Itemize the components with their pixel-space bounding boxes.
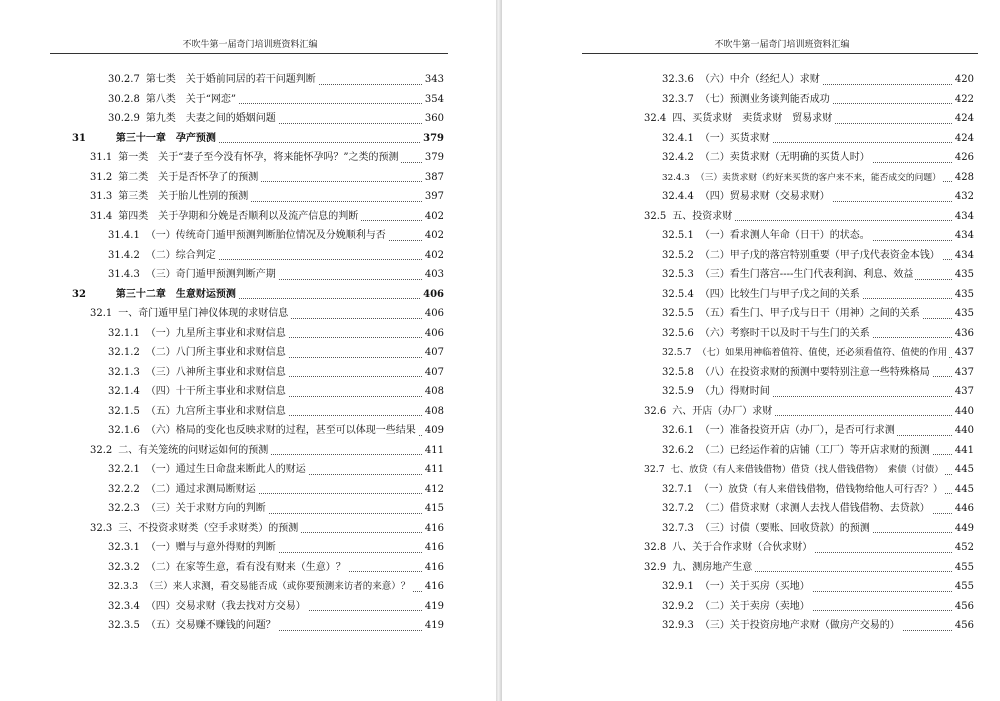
toc-entry-title: （四）贸易求财（交易求财）: [699, 191, 830, 202]
toc-page-number: 456: [953, 597, 974, 617]
toc-entry-number: 32.5.5: [662, 308, 694, 319]
toc-entry-lead: [662, 367, 932, 378]
toc-entry[interactable]: [72, 70, 444, 90]
toc-page-number: 432: [953, 187, 974, 207]
toc-page-number: 415: [423, 499, 444, 519]
toc-page-number: 435: [953, 285, 974, 305]
toc-entry-title: （三）卖货求财（约好来买货的客户来不来，能否成交的问题）: [695, 172, 941, 183]
toc-entry[interactable]: [626, 265, 974, 285]
toc-entry-lead: [108, 620, 278, 631]
toc-entry-lead: [644, 464, 945, 475]
toc-entry-number: 32.5.1: [662, 230, 694, 241]
toc-entry-lead: [108, 230, 388, 241]
toc-page-number: 441: [953, 441, 974, 461]
toc-entry-number: 32.5.7: [662, 347, 692, 358]
toc-entry-title: （三）八神所主事业和求财信息: [145, 366, 286, 378]
toc-entry-number: 32.9.1: [662, 581, 694, 592]
toc-entry-lead: [108, 74, 318, 85]
toc-entry[interactable]: [626, 421, 974, 441]
toc-entry-title: （一）传统奇门遁甲预测判断胎位情况及分娩顺利与否: [145, 230, 386, 241]
toc-entry[interactable]: [626, 90, 974, 110]
toc-entry[interactable]: [626, 441, 974, 461]
toc-entry-number: 32.5.2: [662, 249, 694, 261]
toc-page-number: 435: [953, 265, 974, 285]
toc-entry-lead: [108, 503, 268, 514]
toc-entry-number: 32.7.3: [662, 522, 694, 534]
toc-entry-title: （二）在家等生意，看有没有财来（生意）？: [145, 561, 346, 573]
toc-page-number: 455: [953, 558, 974, 578]
toc-page-number: 407: [423, 343, 444, 363]
toc-entry-lead: [662, 269, 915, 280]
toc-entry[interactable]: [72, 519, 444, 539]
toc-entry-title: 八、关于合作求财（合伙求财）: [672, 542, 813, 553]
toc-page-number: 422: [953, 90, 974, 110]
toc-page-number: 426: [953, 148, 974, 168]
toc-page-number: 416: [423, 538, 444, 558]
toc-entry[interactable]: [626, 577, 974, 597]
toc-entry-number: 32.4.2: [662, 152, 694, 163]
toc-entry-title: 五、投资求财: [672, 210, 733, 222]
toc-entry-lead: [662, 133, 772, 144]
toc-page-number: 456: [953, 616, 974, 636]
toc-entry[interactable]: [626, 187, 974, 207]
toc-entry-title: （五）九宫所主事业和求财信息: [145, 405, 286, 417]
toc-entry-lead: [662, 386, 772, 397]
toc-page-number: 434: [953, 226, 974, 246]
toc-entry-lead: [662, 230, 872, 241]
toc-page-number: 402: [423, 226, 444, 246]
toc-entry-title: （一）准备投资开店（办厂），是否可行求测: [699, 425, 895, 436]
toc-entry-number: 31.4.2: [108, 249, 140, 261]
toc-entry-title: 第一类 关于“妻子至今没有怀孕，将来能怀孕吗？”之类的预测: [118, 152, 399, 163]
toc-entry[interactable]: [626, 538, 974, 558]
toc-entry-title: 第四类 关于孕期和分娩是否顺利以及流产信息的判断: [118, 210, 359, 222]
toc-entry-title: 第三十二章 生意财运预测: [115, 288, 236, 300]
toc-page-number: 379: [421, 129, 444, 149]
toc-page-number: 407: [423, 363, 444, 383]
toc-entry-lead: [662, 152, 872, 163]
toc-page-number: 452: [953, 538, 974, 558]
toc-entry[interactable]: [626, 168, 974, 188]
toc-entry-number: 32.2.1: [108, 464, 140, 475]
toc-entry-title: 一、奇门遁甲星门神仪体现的求财信息: [118, 308, 289, 319]
toc-entry-title: （六）中介（经纪人）求财: [699, 74, 820, 85]
toc-entry-number: 30.2.8: [108, 93, 140, 105]
toc-page-number: 403: [423, 265, 444, 285]
header-rule: [50, 53, 448, 54]
toc-page-number: 406: [423, 324, 444, 344]
toc-entry[interactable]: [626, 597, 974, 617]
toc-entry-number: 32.3: [90, 522, 113, 534]
toc-entry-lead: [662, 523, 872, 534]
toc-entry-number: 32.4.3: [662, 172, 690, 183]
toc-page-number: 406: [423, 304, 444, 324]
toc-page-number: 419: [423, 616, 444, 636]
toc-entry-number: 32.5: [644, 210, 667, 222]
toc-entry-lead: [108, 94, 238, 105]
toc-entry-number: 31.1: [90, 152, 113, 163]
toc-entry[interactable]: [72, 343, 444, 363]
toc-entry[interactable]: [72, 90, 444, 110]
toc-entry-title: （三）关于求财方向的判断: [145, 503, 266, 514]
toc-entry-lead: [108, 386, 288, 397]
toc-entry-lead: [662, 289, 862, 300]
toc-entry-title: （九）得财时间: [699, 386, 770, 397]
toc-entry-title: 第八类 关于“网恋”: [145, 93, 237, 105]
toc-entry-lead: [644, 211, 734, 222]
toc-entry-lead: [662, 445, 932, 456]
toc-entry-title: （三）关于投资房地产求财（做房产交易的）: [699, 620, 900, 631]
toc-entry-title: 第三类 关于胎儿性别的预测: [118, 191, 249, 202]
toc-page-number: 445: [953, 460, 974, 480]
toc-page-number: 437: [953, 382, 974, 402]
toc-entry-title: （三）奇门遁甲预测判断产期: [145, 269, 276, 280]
toc-entry-number: 32.3.3: [108, 581, 139, 592]
toc-chapter-entry[interactable]: [72, 129, 444, 149]
toc-entry-number: 32.3.7: [662, 93, 694, 105]
toc-page-number: 434: [953, 246, 974, 266]
toc-entry-lead: [662, 308, 922, 319]
toc-page-number: 424: [953, 129, 974, 149]
toc-entry-lead: [108, 328, 288, 339]
toc-entry-lead: [90, 172, 260, 183]
toc-entry-number: 32.1.1: [108, 327, 140, 339]
toc-entry-title: 第七类 关于婚前同居的若干问题判断: [145, 74, 316, 85]
toc-entry-number: 32.1: [90, 308, 113, 319]
toc-page-number: 440: [953, 402, 974, 422]
toc-chapter-entry[interactable]: [72, 285, 444, 305]
toc-entry[interactable]: [72, 421, 444, 441]
toc-entry-title: （六）格局的变化也反映求财的过程，甚至可以体现一些结果: [145, 425, 416, 436]
toc-entry-lead: [108, 484, 258, 495]
toc-list: [72, 70, 444, 636]
toc-entry-number: 32.4: [644, 113, 667, 124]
toc-page-number: 397: [423, 187, 444, 207]
toc-entry-number: 32.6.1: [662, 425, 694, 436]
toc-entry[interactable]: [626, 519, 974, 539]
toc-entry[interactable]: [72, 148, 444, 168]
toc-entry[interactable]: [72, 538, 444, 558]
toc-page-number: 409: [423, 421, 444, 441]
toc-page-number: 437: [953, 363, 974, 383]
toc-entry-lead: [90, 523, 300, 534]
toc-page-number: 379: [423, 148, 444, 168]
toc-entry[interactable]: [72, 226, 444, 246]
toc-entry-number: 32.1.6: [108, 425, 140, 436]
toc-entry-lead: [662, 74, 822, 85]
toc-page-number: 435: [953, 304, 974, 324]
toc-entry-lead: [108, 581, 412, 592]
toc-entry-lead: [90, 445, 270, 456]
toc-entry-number: 32.4.1: [662, 132, 694, 144]
toc-entry-lead: [662, 484, 945, 495]
toc-entry-number: 31.3: [90, 191, 113, 202]
toc-entry[interactable]: [72, 402, 444, 422]
toc-entry-number: 32.5.6: [662, 327, 694, 339]
toc-entry[interactable]: [72, 480, 444, 500]
toc-entry-title: （七）如果用神临着值符、值使，还必须看值符、值使的作用: [697, 347, 948, 358]
toc-entry-lead: [108, 113, 278, 124]
toc-entry-title: （一）看求测人年命（日干）的状态。: [699, 230, 870, 241]
toc-entry-title: （一）放贷（有人来借钱借物，借钱物给他人可行否？）: [699, 483, 943, 495]
toc-page-number: 420: [953, 70, 974, 90]
toc-entry[interactable]: [626, 246, 974, 266]
toc-entry[interactable]: [72, 441, 444, 461]
toc-entry-title: （二）甲子戊的落宫特别重要（甲子戊代表资金本钱）: [699, 249, 940, 261]
toc-page-number: 437: [953, 343, 974, 363]
right-page: [502, 0, 1000, 701]
toc-entry[interactable]: [72, 577, 444, 597]
running-header: 不吹牛第一届奇门培训班资料汇编: [714, 40, 850, 50]
toc-entry-lead: [90, 191, 250, 202]
toc-entry-title: （六）考察时干以及时干与生门的关系: [699, 327, 870, 339]
toc-entry-lead: [662, 601, 812, 612]
toc-page-number: 455: [953, 577, 974, 597]
toc-entry-title: （四）交易求财（我去找对方交易）: [145, 600, 306, 612]
toc-entry-lead: [644, 562, 754, 573]
toc-entry-number: 32.5.3: [662, 269, 694, 280]
toc-entry-number: 30.2.7: [108, 74, 140, 85]
toc-entry-title: （三）来人求测，看交易能否成（或你要预测来访者的来意）？: [144, 581, 411, 592]
toc-page-number: 416: [423, 577, 444, 597]
toc-entry-title: （二）关于卖房（卖地）: [699, 600, 810, 612]
toc-page-number: 402: [423, 207, 444, 227]
toc-entry-lead: [108, 464, 308, 475]
toc-entry-lead: [90, 211, 360, 222]
toc-entry[interactable]: [72, 597, 444, 617]
toc-entry-number: 32.3.2: [108, 561, 140, 573]
toc-entry-title: （二）通过求测局断财运: [145, 483, 256, 495]
toc-entry-number: 32.1.3: [108, 366, 140, 378]
toc-entry-title: 第三十一章 孕产预测: [115, 132, 216, 144]
toc-page-number: 360: [423, 109, 444, 129]
toc-entry[interactable]: [72, 616, 444, 636]
toc-entry-number: 31.4.1: [108, 230, 140, 241]
toc-entry-lead: [662, 173, 943, 183]
toc-page-number: 343: [423, 70, 444, 90]
toc-entry-title: （二）卖货求财（无明确的买货人时）: [699, 152, 870, 163]
toc-entry-number: 31.2: [90, 171, 113, 183]
running-header: 不吹牛第一届奇门培训班资料汇编: [182, 40, 318, 50]
toc-entry-lead: [644, 542, 814, 553]
toc-entry-number: 32.1.5: [108, 405, 140, 417]
toc-entry-lead: [662, 94, 832, 105]
toc-entry-lead: [662, 425, 897, 436]
toc-entry[interactable]: [626, 324, 974, 344]
toc-entry-number: 31: [72, 132, 86, 144]
toc-page-number: 402: [423, 246, 444, 266]
toc-entry-number: 32.5.9: [662, 386, 694, 397]
toc-entry-number: 32.3.5: [108, 620, 140, 631]
toc-entry-title: （二）八门所主事业和求财信息: [145, 347, 286, 358]
toc-page-number: 408: [423, 402, 444, 422]
toc-entry-title: （四）十干所主事业和求财信息: [145, 386, 286, 397]
toc-entry[interactable]: [72, 246, 444, 266]
toc-entry[interactable]: [626, 382, 974, 402]
toc-entry-lead: [662, 250, 942, 261]
toc-entry[interactable]: [626, 148, 974, 168]
toc-entry-lead: [662, 328, 872, 339]
toc-entry-title: 第九类 夫妻之间的婚姻问题: [145, 113, 276, 124]
toc-entry-number: 32.3.4: [108, 600, 140, 612]
toc-entry-number: 32.5.4: [662, 288, 694, 300]
toc-entry-number: 32.2.3: [108, 503, 140, 514]
toc-entry[interactable]: [626, 402, 974, 422]
toc-entry-title: （二）已经运作着的店铺（工厂）等开店求财的预测: [699, 444, 930, 456]
toc-entry[interactable]: [72, 168, 444, 188]
toc-entry-title: （五）看生门、甲子戊与日干（用神）之间的关系: [699, 308, 920, 319]
toc-entry[interactable]: [626, 304, 974, 324]
toc-entry[interactable]: [72, 363, 444, 383]
toc-page-number: 416: [423, 519, 444, 539]
toc-page-number: 440: [953, 421, 974, 441]
toc-entry-number: 32.5.8: [662, 366, 694, 378]
toc-entry-number: 32.2: [90, 444, 113, 456]
toc-entry[interactable]: [72, 499, 444, 519]
toc-entry-title: 三、不投资求财类（空手求财类）的预测: [118, 522, 299, 534]
toc-entry[interactable]: [626, 70, 974, 90]
toc-entry[interactable]: [72, 460, 444, 480]
toc-page-number: 419: [423, 597, 444, 617]
toc-page-number: 411: [423, 460, 444, 480]
toc-entry-number: 32.7.2: [662, 503, 694, 514]
toc-entry-lead: [108, 425, 418, 436]
toc-entry[interactable]: [72, 207, 444, 227]
toc-entry-title: （一）通过生日命盘来断此人的财运: [145, 464, 306, 475]
toc-page-number: 354: [423, 90, 444, 110]
toc-entry-lead: [90, 308, 290, 319]
toc-entry[interactable]: [626, 109, 974, 129]
toc-entry-lead: [662, 503, 932, 514]
toc-entry[interactable]: [626, 129, 974, 149]
toc-entry-lead: [662, 620, 902, 631]
toc-entry-number: 32.3.6: [662, 74, 694, 85]
toc-entry-title: （七）预测业务谈判能否成功: [699, 93, 830, 105]
toc-entry[interactable]: [626, 226, 974, 246]
toc-entry-lead: [644, 113, 834, 124]
toc-page-number: 408: [423, 382, 444, 402]
toc-entry-title: 六、开店（办厂）求财: [672, 405, 773, 417]
toc-entry[interactable]: [626, 460, 974, 480]
toc-page-number: 411: [423, 441, 444, 461]
left-page: [0, 0, 496, 701]
toc-entry[interactable]: [72, 324, 444, 344]
toc-entry-title: （一）赠与与意外得财的判断: [145, 542, 276, 553]
toc-page-number: 446: [953, 499, 974, 519]
toc-entry[interactable]: [626, 480, 974, 500]
toc-entry[interactable]: [626, 343, 974, 363]
header-rule: [582, 53, 978, 54]
toc-entry-title: 二、有关笼统的问财运如何的预测: [118, 444, 269, 456]
toc-entry-title: （三）看生门落宫----生门代表利润、利息、效益: [699, 269, 914, 280]
toc-entry-title: 四、买货求财 卖货求财 贸易求财: [672, 113, 833, 124]
toc-entry-number: 32.3.1: [108, 542, 140, 553]
toc-entry-number: 32.6.2: [662, 444, 694, 456]
toc-entry-lead: [108, 250, 218, 261]
toc-entry-number: 32.9: [644, 561, 667, 573]
toc-entry-lead: [72, 289, 238, 300]
toc-entry[interactable]: [626, 207, 974, 227]
toc-entry-lead: [72, 133, 218, 144]
toc-entry-number: 32.1.4: [108, 386, 140, 397]
toc-page-number: 424: [953, 109, 974, 129]
toc-entry-title: （三）讨债（要账、回收贷款）的预测: [699, 522, 870, 534]
toc-page-number: 406: [421, 285, 444, 305]
toc-entry-title: （二）借贷求财（求测人去找人借钱借物、去贷款）: [699, 503, 930, 514]
toc-entry[interactable]: [626, 616, 974, 636]
toc-entry-lead: [108, 269, 278, 280]
toc-list: [626, 70, 974, 636]
toc-page-number: 412: [423, 480, 444, 500]
toc-entry-lead: [644, 406, 774, 417]
toc-page-number: 445: [953, 480, 974, 500]
toc-entry[interactable]: [72, 109, 444, 129]
toc-entry-lead: [108, 601, 308, 612]
toc-page-number: 387: [423, 168, 444, 188]
toc-entry-number: 32.1.2: [108, 347, 140, 358]
toc-entry-lead: [662, 191, 832, 202]
toc-entry[interactable]: [626, 285, 974, 305]
toc-entry-lead: [108, 542, 278, 553]
toc-entry[interactable]: [72, 382, 444, 402]
toc-entry-lead: [108, 562, 348, 573]
toc-entry-number: 32.6: [644, 405, 667, 417]
toc-entry-number: 32.7.1: [662, 483, 694, 495]
toc-entry-title: （八）在投资求财的预测中要特别注意一些特殊格局: [699, 366, 930, 378]
toc-page-number: 416: [423, 558, 444, 578]
toc-page-number: 428: [953, 168, 974, 188]
toc-page-number: 449: [953, 519, 974, 539]
toc-entry-title: （一）九星所主事业和求财信息: [145, 327, 286, 339]
toc-entry-title: （一）关于买房（买地）: [699, 581, 810, 592]
toc-entry-title: （一）买货求财: [699, 132, 770, 144]
toc-entry-title: 第二类 关于是否怀孕了的预测: [118, 171, 259, 183]
toc-entry-number: 32.7: [644, 464, 665, 475]
toc-entry[interactable]: [626, 558, 974, 578]
toc-page-number: 434: [953, 207, 974, 227]
toc-entry[interactable]: [72, 558, 444, 578]
toc-entry[interactable]: [626, 499, 974, 519]
toc-entry-number: 32.9.3: [662, 620, 694, 631]
toc-entry-number: 32.2.2: [108, 483, 140, 495]
toc-entry-lead: [662, 347, 949, 358]
toc-entry-title: 七、放贷（有人来借钱借物）借贷（找人借钱借物） 索债（讨债）: [670, 464, 944, 475]
toc-entry-number: 32.9.2: [662, 600, 694, 612]
toc-entry-title: 九、测房地产生意: [672, 561, 753, 573]
toc-entry-number: 31.4.3: [108, 269, 140, 280]
toc-entry-title: （五）交易赚不赚钱的问题？: [145, 620, 276, 631]
toc-entry-number: 32.4.4: [662, 191, 694, 202]
toc-entry[interactable]: [72, 304, 444, 324]
toc-entry-number: 32.8: [644, 542, 667, 553]
toc-entry-number: 32: [72, 288, 86, 300]
toc-entry[interactable]: [626, 363, 974, 383]
toc-page-number: 436: [953, 324, 974, 344]
toc-entry-number: 30.2.9: [108, 113, 140, 124]
toc-entry-number: 31.4: [90, 210, 113, 222]
toc-entry-lead: [108, 367, 288, 378]
toc-entry[interactable]: [72, 265, 444, 285]
toc-entry-lead: [662, 581, 812, 592]
toc-entry-lead: [90, 152, 401, 163]
toc-entry-title: （二）综合判定: [145, 249, 216, 261]
toc-entry-lead: [108, 406, 288, 417]
toc-entry-lead: [108, 347, 288, 358]
toc-entry-title: （四）比较生门与甲子戊之间的关系: [699, 288, 860, 300]
toc-entry[interactable]: [72, 187, 444, 207]
